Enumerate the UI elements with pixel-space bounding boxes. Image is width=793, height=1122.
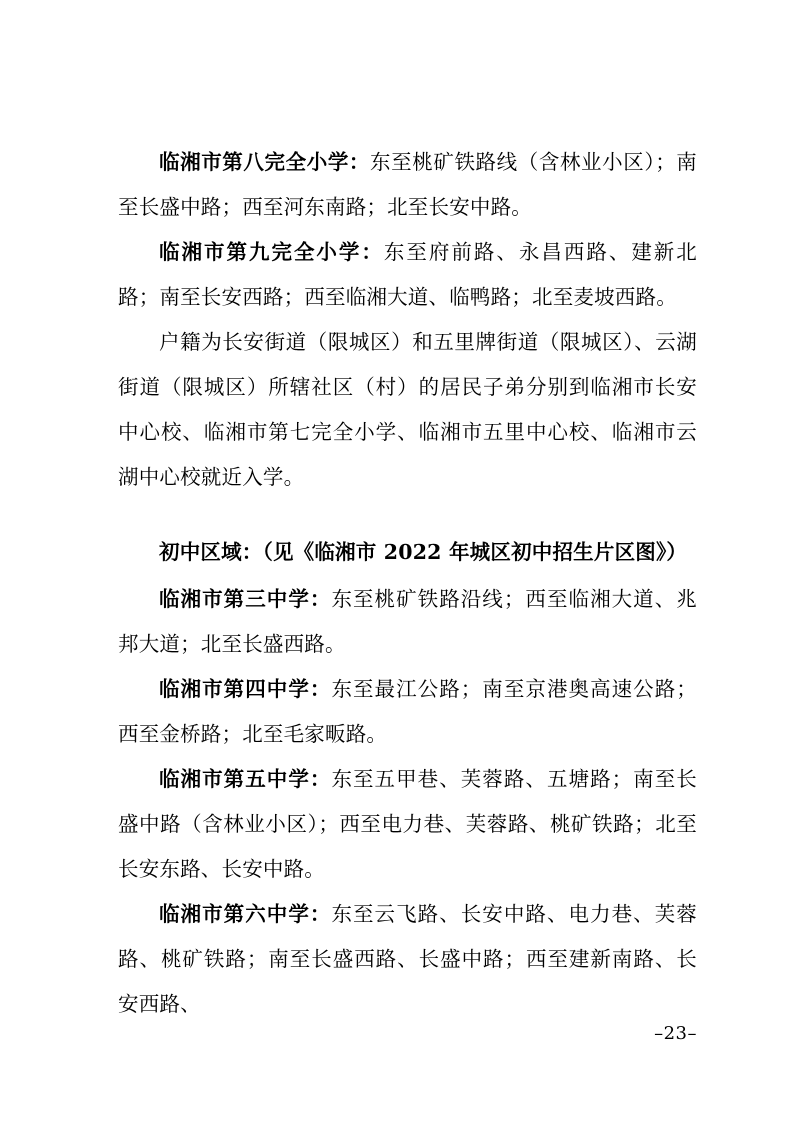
paragraph-text: 东至五甲巷、芙蓉路、五塘路；南至长盛中路（含林业小区）；西至电力巷、芙蓉路、桃矿铁路；北至长安东路、长安中路。	[118, 767, 697, 881]
school-name-lead: 临湘市第六中学：	[159, 902, 332, 926]
paragraph-text: 户籍为长安街道（限城区）和五里牌街道（限城区）、云湖街道（限城区）所辖社区（村）的居民子弟分别到临湘市长安中心校、临湘市第七完全小学、临湘市五里中心校、临湘市云湖中心校就近入学。	[118, 330, 697, 489]
paragraph-text: 东至最江公路；南至京港奥高速公路；西至金桥路；北至毛家畈路。	[118, 677, 697, 746]
paragraph-school-4	[118, 667, 697, 757]
school-name-lead: 临湘市第五中学：	[159, 767, 332, 791]
school-name-lead: 临湘市第九完全小学：	[159, 240, 384, 264]
paragraph-text: 东至云飞路、长安中路、电力巷、芙蓉路、桃矿铁路；南至长盛西路、长盛中路；西至建新南路、长安西路、	[118, 902, 697, 1016]
page-number: –23–	[654, 1023, 697, 1044]
paragraph-school-9	[118, 230, 697, 320]
section-heading-middle-school: 初中区域：（见《临湘市 2022 年城区初中招生片区图》）	[159, 540, 688, 564]
school-name-lead: 临湘市第四中学：	[159, 677, 332, 701]
paragraph-school-6	[118, 892, 697, 1027]
document-body	[118, 140, 697, 1027]
school-name-lead: 临湘市第八完全小学：	[159, 150, 371, 174]
paragraph-school-8	[118, 140, 697, 230]
paragraph-text: 东至桃矿铁路线（含林业小区）；南至长盛中路；西至河东南路；北至长安中路。	[118, 150, 698, 219]
school-name-lead: 临湘市第三中学：	[159, 587, 332, 611]
paragraph-school-5	[118, 757, 697, 892]
paragraph-school-3	[118, 577, 697, 667]
paragraph-household-registration	[118, 320, 697, 500]
paragraph-text: 东至桃矿铁路沿线；西至临湘大道、兆邦大道；北至长盛西路。	[118, 587, 697, 656]
paragraph-text: 东至府前路、永昌西路、建新北路；南至长安西路；西至临湘大道、临鸭路；北至麦坡西路。	[118, 240, 698, 309]
